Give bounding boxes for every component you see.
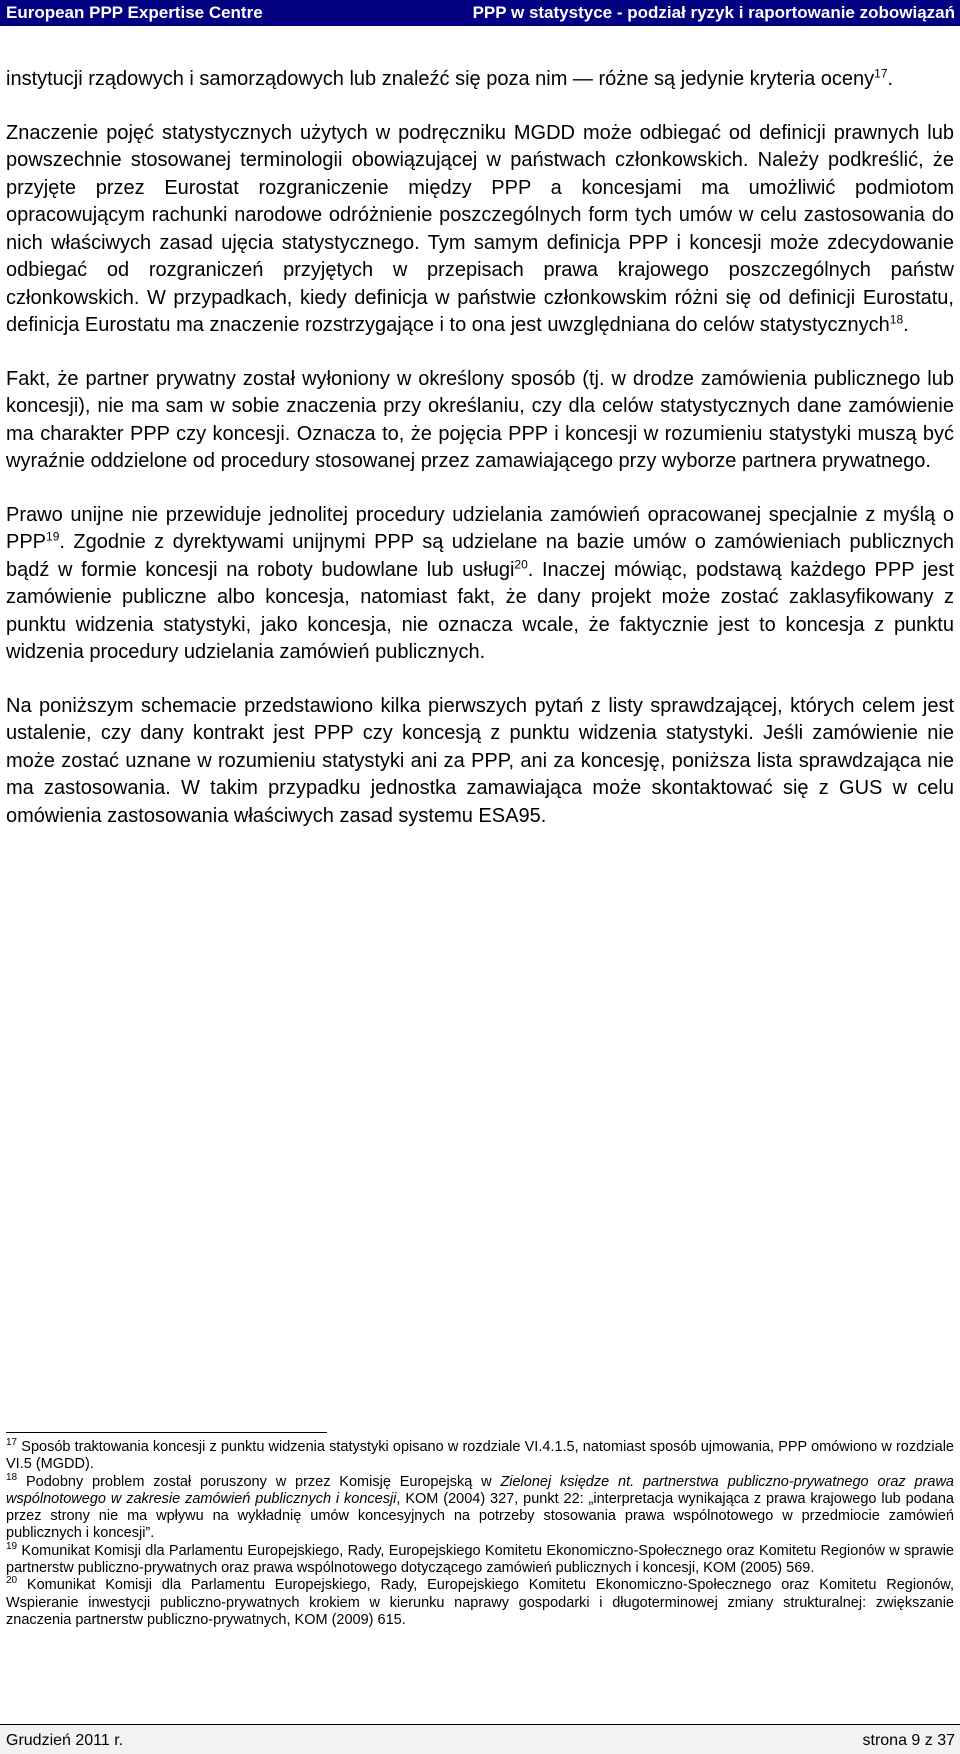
footnote-number: 18 xyxy=(6,1471,18,1483)
header-organization: European PPP Expertise Centre xyxy=(6,3,263,22)
footnote-19 xyxy=(6,1540,954,1578)
paragraph-1 xyxy=(6,66,954,94)
paragraph-text: . Zgodnie z dyrektywami unijnymi PPP są udzielane na bazie umów o zamówieniach publicznych bądź w formie koncesji na roboty budowlane lub usługi xyxy=(6,531,954,581)
footer-date: Grudzień 2011 r. xyxy=(6,1732,124,1749)
paragraph-text: . Inaczej mówiąc, podstawą każdego PPP jest zamówienie publiczne albo koncesja, natomiast fakt, że dany projekt może zostać zaklasyfikowany z punktu widzenia statystyki, jako koncesja, nie oznacza wcale, że faktycznie jest to koncesja z punktu widzenia procedury udzielania zamówień publicznych. xyxy=(6,558,954,663)
document-body xyxy=(6,66,954,856)
footnote-text: Podobny problem został poruszony w przez Komisję Europejską w xyxy=(17,1473,501,1490)
paragraph-text: . xyxy=(903,314,909,336)
footnote-number: 17 xyxy=(6,1437,18,1449)
page-footer xyxy=(0,1724,960,1754)
footnote-ref-19[interactable]: 19 xyxy=(46,529,60,544)
footnote-number: 19 xyxy=(6,1540,18,1552)
footnote-text: , KOM (2004) 327, punkt 22: „interpretacja wynikająca z prawa krajowego lub podana przez strony nie ma wpływu na wykładnię umów koncesyjnych na potrzeby stosowania prawa wspólnotowego w przedmiocie zamówień publicznych i koncesji”. xyxy=(6,1490,954,1542)
footnote-text: Sposób traktowania koncesji z punktu widzenia statystyki opisano w rozdziale VI.4.1.5, natomiast sposób ujmowania, PPP omówiono w rozdziale VI.5 (MGDD). xyxy=(6,1439,954,1473)
footnote-18 xyxy=(6,1471,954,1543)
paragraph-text: Znaczenie pojęć statystycznych użytych w podręczniku MGDD może odbiegać od definicji prawnych lub powszechnie stosowanej terminologii obowiązującej w państwach członkowskich. Należy podkreślić, że przyjęte przez Eurostat rozgraniczenie między PPP a koncesjami ma umożliwić podmiotom opracowującym rachunki narodowe odróżnienie poszczególnych form tych umów w celu zastosowania do nich właściwych zasad ujęcia statystycznego. Tym samym definicja PPP i koncesji może zdecydowanie odbiegać od rozgraniczeń przyjętych w przepisach prawa krajowego poszczególnych państw członkowskich. W przypadkach, kiedy definicja w państwie członkowskim różni się od definicji Eurostatu, definicja Eurostatu ma znaczenie rozstrzygające i to ona jest uwzględniana do celów statystycznych xyxy=(6,121,954,336)
footnote-text: Komunikat Komisji dla Parlamentu Europejskiego, Rady, Europejskiego Komitetu Ekonomiczno-Społecznego oraz Komitetu Regionów w sprawie partnerstw publiczno-prywatnych oraz prawa wspólnotowego dotyczącego zamówień publicznych i koncesji, KOM (2005) 569. xyxy=(6,1542,954,1577)
paragraph-5: Na poniższym schemacie przedstawiono kilka pierwszych pytań z listy sprawdzającej, których celem jest ustalenie, czy dany kontrakt jest PPP czy koncesją z punktu widzenia statystyki. Jeśli zamówienie nie może zostać uznane w rozumieniu statystyki ani za PPP, ani za koncesję, poniższa lista sprawdzająca nie ma zastosowania. W takim przypadku jednostka zamawiająca może skontaktować się z GUS w celu omówienia zastosowania właściwych zasad systemu ESA95. xyxy=(6,694,954,827)
paragraph-3: Fakt, że partner prywatny został wyłoniony w określony sposób (tj. w drodze zamówienia publicznego lub koncesji), nie ma sam w sobie znaczenia przy określaniu, czy dla celów statystycznych dane zamówienie ma charakter PPP czy koncesji. Oznacza to, że pojęcia PPP i koncesji w rozumieniu statystyki muszą być wyraźnie oddzielone od procedury stosowanej przez zamawiającego przy wyborze partnera prywatnego. xyxy=(6,367,954,472)
footnotes xyxy=(6,1439,954,1629)
header-document-title: PPP w statystyce - podział ryzyk i raportowanie zobowiązań xyxy=(472,3,955,22)
paragraph-text: instytucji rządowych i samorządowych lub znaleźć się poza nim — różne są jedynie kryteria oceny xyxy=(6,68,875,90)
footnote-17 xyxy=(6,1439,954,1474)
page-number: strona 9 z 37 xyxy=(862,1732,955,1749)
footnote-ref-18[interactable]: 18 xyxy=(889,312,904,327)
footnote-number: 20 xyxy=(6,1575,18,1587)
footnote-italic-title: Zielonej księdze nt. partnerstwa publiczno-prywatnego oraz prawa wspólnotowego w zakresie zamówień publicznych i koncesji xyxy=(6,1473,954,1507)
footnote-ref-17[interactable]: 17 xyxy=(874,66,888,81)
paragraph-2 xyxy=(6,120,954,340)
paragraph-text: Prawo unijne nie przewiduje jednolitej procedury udzielania zamówień opracowanej specjalnie z myślą o PPP xyxy=(6,503,954,553)
paragraph-text: . xyxy=(887,68,894,90)
paragraph-4 xyxy=(6,502,954,667)
footnote-20 xyxy=(6,1577,954,1629)
footnote-separator xyxy=(6,1432,327,1433)
page-header xyxy=(0,0,960,26)
footnote-text: Komunikat Komisji dla Parlamentu Europejskiego, Rady, Europejskiego Komitetu Ekonomiczno-Społecznego oraz Komitetu Regionów, Wspieranie inwestycji publiczno-prywatnych krokiem w kierunku naprawy gospodarki i długoterminowej zmiany strukturalnej: zwiększanie znaczenia partnerstw publiczno-prywatnych, KOM (2009) 615. xyxy=(6,1577,954,1628)
footnote-ref-20[interactable]: 20 xyxy=(514,556,528,571)
